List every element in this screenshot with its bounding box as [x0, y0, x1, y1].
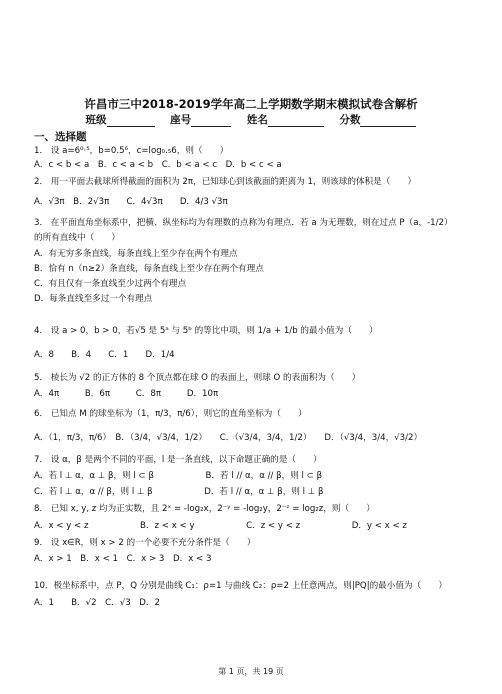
student-info-row: [0, 112, 502, 127]
q2-options: A．√3π B．2√3π C．4√3π D．4/3 √3π: [34, 197, 228, 207]
score-field: [339, 112, 416, 127]
q5-options: A．4π B．6π C．8π D．10π: [34, 389, 219, 399]
score-label: 分数: [339, 114, 361, 126]
q2-stem: 2． 用一平面去截球所得截面的面积为 2π，已知球心到该截面的距离为 1，则该球的体积是（ ）: [34, 177, 417, 187]
q3-option-b: B．恰有 n（n≥2）条直线，每条直线上至少存在两个有理点: [34, 264, 264, 274]
q3-option-d: D．每条直线至多过一个有理点: [34, 294, 153, 304]
q8-options: A．x < y < z B．z < x < y C．z < y < z D．y < x < z: [34, 521, 407, 531]
seat-blank[interactable]: [191, 115, 231, 127]
class-field: [86, 112, 155, 127]
q3-option-a: A．有无穷多条直线，每条直线上至少存在两个有理点: [34, 249, 238, 259]
q3-stem-cont: 的所有直线中（ ）: [34, 233, 120, 243]
page-title: 许昌市三中2018-2019学年高二上学期数学期末模拟试卷含解析: [84, 97, 418, 111]
q1-stem: 1． 设 a=6⁰·⁵，b=0.5⁶，c=log₀.₅6，则（ ）: [34, 146, 229, 156]
seat-label: 座号: [170, 114, 192, 126]
seat-field: [170, 112, 231, 127]
class-blank[interactable]: [107, 115, 155, 127]
q6-options: A．（1，π/3，π/6） B．（3/4，√3/4，1/2） C．（√3/4，3/4，1/2） D．（√3/4，3/4，√3/2）: [34, 433, 423, 443]
section-heading: 一、选择题: [34, 131, 87, 143]
q7-stem: 7． 设 α，β 是两个不同的平面，l 是一条直线，以下命题正确的是（ ）: [34, 455, 322, 465]
page-footer: 第 1 页，共 19 页: [218, 667, 284, 676]
q9-stem: 9． 设 x∈R，则 x > 2 的一个必要不充分条件是（ ）: [34, 538, 256, 548]
q3-option-c: C．有且仅有一条直线至少过两个有理点: [34, 279, 187, 289]
name-field: [247, 112, 324, 127]
q10-stem: 10．极坐标系中，点 P，Q 分别是曲线 C₁：ρ=1 与曲线 C₂：ρ=2 上任意两点，则|PQ|的最小值为（ ）: [34, 581, 447, 591]
q7-options-cd: C．若 l ⊥ α，α // β，则 l ⊥ β D．若 l // α，α ⊥ β，则 l ⊥ β: [34, 487, 324, 497]
q6-stem: 6． 已知点 M 的球坐标为（1，π/3，π/6），则它的直角坐标为（ ）: [34, 409, 307, 419]
q8-stem: 8． 已知 x, y, z 均为正实数，且 2ˣ = -log₂x，2⁻ʸ = -log₂y，2⁻ᶻ = log₂z，则（ ）: [34, 504, 375, 514]
class-label: 班级: [85, 114, 107, 126]
q7-options-ab: A．若 l ⊥ α，α ⊥ β，则 l ⊂ β B．若 l // α，α // β，则 l ⊂ β: [34, 471, 323, 481]
q4-stem: 4． 设 a > 0，b > 0，若√5 是 5ᵃ 与 5ᵇ 的等比中项，则 1/a + 1/b 的最小值为（ ）: [34, 326, 378, 336]
q5-stem: 5． 棱长为 √2 的正方体的 8 个顶点都在球 O 的表面上，则球 O 的表面积为（ ）: [34, 373, 361, 383]
q4-options: A．8 B．4 C．1 D．1/4: [34, 350, 175, 360]
q9-options: A．x > 1 B．x < 1 C．x > 3 D．x < 3: [34, 554, 212, 564]
name-blank[interactable]: [268, 115, 324, 127]
name-label: 姓名: [246, 114, 268, 126]
q1-options: A．c < b < a B．c < a < b C．b < a < c D．b < c < a: [34, 160, 282, 170]
q10-options: A．1 B．√2 C．√3 D．2: [34, 598, 160, 608]
q3-stem: 3． 在平面直角坐标系中，把横、纵坐标均为有理数的点称为有理点．若 a 为无理数，则在过点 P（a，-1/2）: [34, 218, 453, 228]
score-blank[interactable]: [360, 115, 416, 127]
